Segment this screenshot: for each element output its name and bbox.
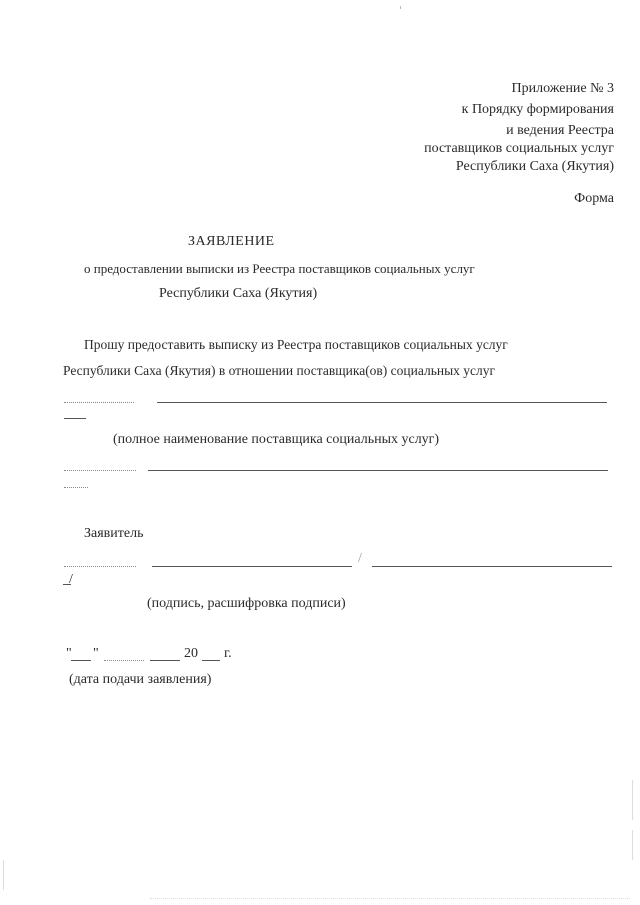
supplier-name-field-a[interactable]: [64, 402, 134, 403]
appendix-line-order: к Порядку формирования: [461, 102, 614, 117]
signature-caption: (подпись, расшифровка подписи): [147, 596, 346, 611]
appendix-line-registry: и ведения Реестра: [506, 123, 614, 138]
signature-slash: /: [358, 551, 362, 566]
scan-artifact: [3, 860, 4, 890]
appendix-line-suppliers: поставщиков социальных услуг: [424, 141, 614, 156]
appendix-number: Приложение № 3: [511, 81, 614, 96]
signature-slash-end: /: [69, 572, 73, 587]
date-day-field[interactable]: [71, 660, 91, 661]
date-caption: (дата подачи заявления): [69, 672, 212, 687]
supplier-caption: (полное наименование поставщика социальных услуг): [113, 432, 440, 447]
title-subtitle-line1: о предоставлении выписки из Реестра поставщиков социальных услуг: [84, 261, 475, 276]
supplier-name-field-d[interactable]: [64, 470, 136, 471]
date-month-field-a[interactable]: [104, 660, 144, 661]
request-text-line2: Республики Саха (Якутия) в отношении поставщика(ов) социальных услуг: [63, 363, 496, 378]
scan-artifact: [632, 830, 633, 860]
date-year-prefix: 20: [184, 646, 198, 661]
date-month-field[interactable]: [150, 660, 180, 661]
supplier-name-field-c[interactable]: [64, 418, 86, 419]
applicant-label: Заявитель: [84, 526, 144, 541]
date-year-suffix: г.: [224, 646, 232, 661]
supplier-name-field-f[interactable]: [64, 487, 88, 488]
supplier-name-field-e[interactable]: [148, 470, 608, 471]
form-label: Форма: [574, 191, 614, 206]
signature-field-b[interactable]: [152, 566, 352, 567]
scan-artifact: [150, 898, 630, 899]
supplier-name-field-b[interactable]: [157, 402, 607, 403]
request-text-line1: Прошу предоставить выписку из Реестра поставщиков социальных услуг: [84, 337, 508, 352]
date-year-field[interactable]: [202, 660, 220, 661]
scan-artifact: [400, 6, 401, 9]
date-quote-close: ": [93, 646, 99, 661]
scan-artifact: [632, 780, 633, 820]
name-decoding-field[interactable]: [372, 566, 612, 567]
document-title: ЗАЯВЛЕНИЕ: [188, 234, 275, 249]
signature-field[interactable]: [64, 566, 136, 567]
title-subtitle-line2: Республики Саха (Якутия): [159, 286, 318, 301]
date-quote-open: ": [66, 646, 72, 661]
appendix-line-republic: Республики Саха (Якутия): [455, 159, 614, 174]
